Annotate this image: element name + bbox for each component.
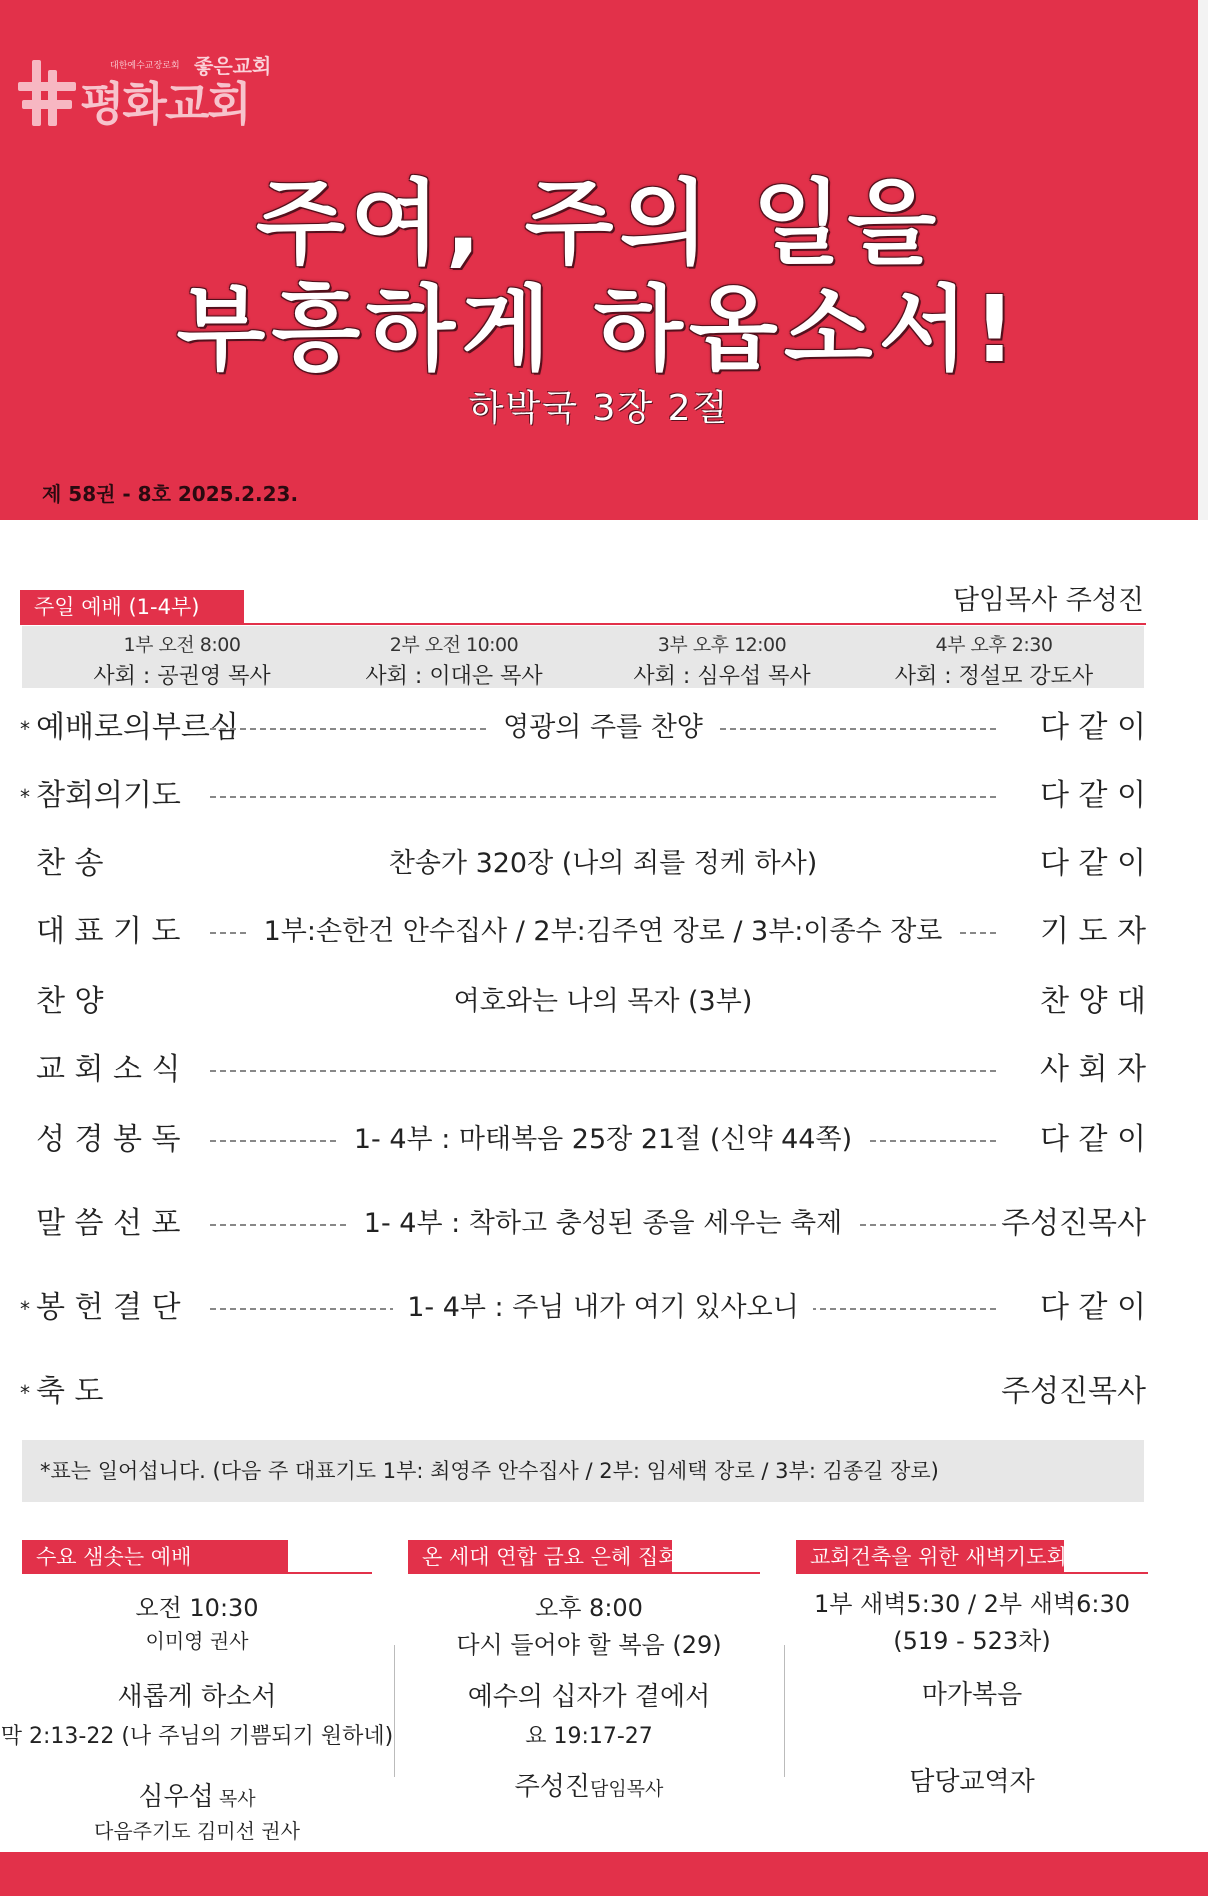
order-content: 1- 4부 : 주님 내가 여기 있사오니	[210, 1286, 996, 1330]
service-host: 사회 : 이대은 목사	[365, 664, 543, 689]
cross-icon	[18, 60, 76, 126]
friday-preacher: 주성진담임목사	[514, 1772, 664, 1802]
banner-edge	[1198, 0, 1208, 520]
friday-column	[394, 1574, 784, 1803]
order-who: 다 같 이	[1039, 710, 1146, 745]
main-title-line2: 부흥하게 하옵소서!	[176, 276, 1022, 383]
order-content: 여호와는 나의 목자 (3부)	[210, 980, 996, 1024]
dawn-time: 1부 새벽5:30 / 2부 새벽6:30	[813, 1590, 1131, 1618]
order-row-scripture	[20, 1118, 1146, 1162]
service-host: 사회 : 정설모 강도사	[894, 664, 1094, 689]
service-time: 4부 오후 2:30	[935, 634, 1053, 656]
order-label: 찬 송	[36, 846, 104, 881]
order-label: 교 회 소 식	[36, 1052, 181, 1087]
order-row-hymn	[20, 842, 1146, 886]
order-row-offering	[20, 1286, 1146, 1330]
leader-dots	[210, 796, 996, 798]
leader-dots	[210, 1070, 996, 1072]
service-time: 1부 오전 8:00	[123, 634, 241, 656]
dawn-column	[784, 1574, 1160, 1798]
order-who: 다 같 이	[1039, 1122, 1146, 1157]
logo-church-name: 평화교회	[80, 77, 250, 131]
order-label: 찬 양	[36, 984, 104, 1019]
wednesday-time: 오전 10:30	[135, 1594, 259, 1622]
friday-section-tag: 온 세대 연합 금요 은혜 집회	[408, 1540, 672, 1574]
service-host: 사회 : 공권영 목사	[93, 664, 271, 689]
senior-pastor: 담임목사 주성진	[952, 585, 1144, 616]
service-1	[42, 630, 322, 690]
order-label: * 예배로의부르심	[20, 710, 239, 745]
standing-note: *표는 일어섭니다. (다음 주 대표기도 1부: 최영주 안수집사 / 2부: 임세택 장로 / 3부: 김종길 장로)	[22, 1440, 1144, 1502]
service-host: 사회 : 심우섭 목사	[633, 664, 811, 689]
order-row-call-to-worship	[20, 706, 1146, 750]
order-row-benediction	[20, 1370, 1146, 1414]
church-logo	[18, 52, 278, 132]
header-banner	[0, 0, 1198, 520]
order-who: 사 회 자	[1039, 1052, 1146, 1087]
order-content: 1- 4부 : 착하고 충성된 종을 세우는 축제	[210, 1202, 996, 1246]
order-label: 대 표 기 도	[36, 914, 181, 949]
dawn-preacher: 담당교역자	[909, 1767, 1035, 1797]
order-who: 다 같 이	[1039, 1290, 1146, 1325]
wednesday-passage: 막 2:13-22 (나 주님의 기쁨되기 원하네)	[0, 1724, 394, 1749]
dawn-count: (519 - 523차)	[893, 1627, 1051, 1655]
order-label: * 참회의기도	[20, 778, 181, 813]
friday-time: 오후 8:00	[535, 1594, 643, 1622]
service-4	[854, 630, 1134, 690]
order-who: 주성진목사	[1001, 1206, 1146, 1241]
order-content: 영광의 주를 찬양	[210, 706, 996, 750]
wednesday-column	[0, 1574, 394, 1844]
sunday-section-tag: 주일 예배 (1-4부)	[20, 590, 244, 624]
order-row-prayer	[20, 910, 1146, 954]
title-verse: 하박국 3장 2절	[468, 388, 730, 429]
order-who: 다 같 이	[1039, 778, 1146, 813]
order-row-sermon	[20, 1202, 1146, 1246]
service-times-bar	[22, 626, 1144, 688]
wednesday-section-tag: 수요 샘솟는 예배	[22, 1540, 288, 1574]
order-who: 다 같 이	[1039, 846, 1146, 881]
service-time: 2부 오전 10:00	[389, 634, 519, 656]
logo-good-church: 좋은교회	[194, 54, 272, 78]
order-row-announcements	[20, 1048, 1146, 1092]
footer-bar	[0, 1852, 1208, 1896]
order-content: 1부:손한건 안수집사 / 2부:김주연 장로 / 3부:이종수 장로	[210, 910, 996, 954]
order-row-anthem	[20, 980, 1146, 1024]
order-content: 찬송가 320장 (나의 죄를 정케 하사)	[210, 842, 996, 886]
order-who: 찬 양 대	[1039, 984, 1146, 1019]
service-time: 3부 오후 12:00	[657, 634, 787, 656]
friday-sermon-title: 예수의 십자가 곁에서	[467, 1682, 711, 1712]
order-who: 기 도 자	[1039, 914, 1146, 949]
order-who: 주성진목사	[1001, 1374, 1146, 1409]
main-title-line1: 주여, 주의 일을	[255, 170, 943, 277]
service-2	[314, 630, 594, 690]
order-label: * 봉 헌 결 단	[20, 1290, 181, 1325]
order-row-confession	[20, 774, 1146, 818]
friday-passage: 요 19:17-27	[525, 1724, 653, 1749]
order-label: 성 경 봉 독	[36, 1122, 181, 1157]
logo-denomination: 대한예수교장로회	[110, 61, 180, 71]
dawn-book: 마가복음	[921, 1680, 1023, 1710]
friday-series: 다시 들어야 할 복음 (29)	[456, 1631, 722, 1659]
wednesday-next-prayer: 다음주기도 김미선 권사	[94, 1819, 300, 1843]
wednesday-leader: 이미영 권사	[145, 1629, 249, 1653]
issue-info: 제 58권 - 8호 2025.2.23.	[42, 482, 299, 506]
order-label: 말 씀 선 포	[36, 1206, 181, 1241]
sunday-section-line	[20, 623, 1146, 625]
order-content: 1- 4부 : 마태복음 25장 21절 (신약 44쪽)	[210, 1118, 996, 1162]
wednesday-sermon-title: 새롭게 하소서	[117, 1682, 277, 1712]
wednesday-preacher: 심우섭 목사	[138, 1782, 256, 1812]
service-3	[582, 630, 862, 690]
order-label: * 축 도	[20, 1374, 104, 1409]
dawn-section-tag: 교회건축을 위한 새벽기도회	[796, 1540, 1064, 1574]
